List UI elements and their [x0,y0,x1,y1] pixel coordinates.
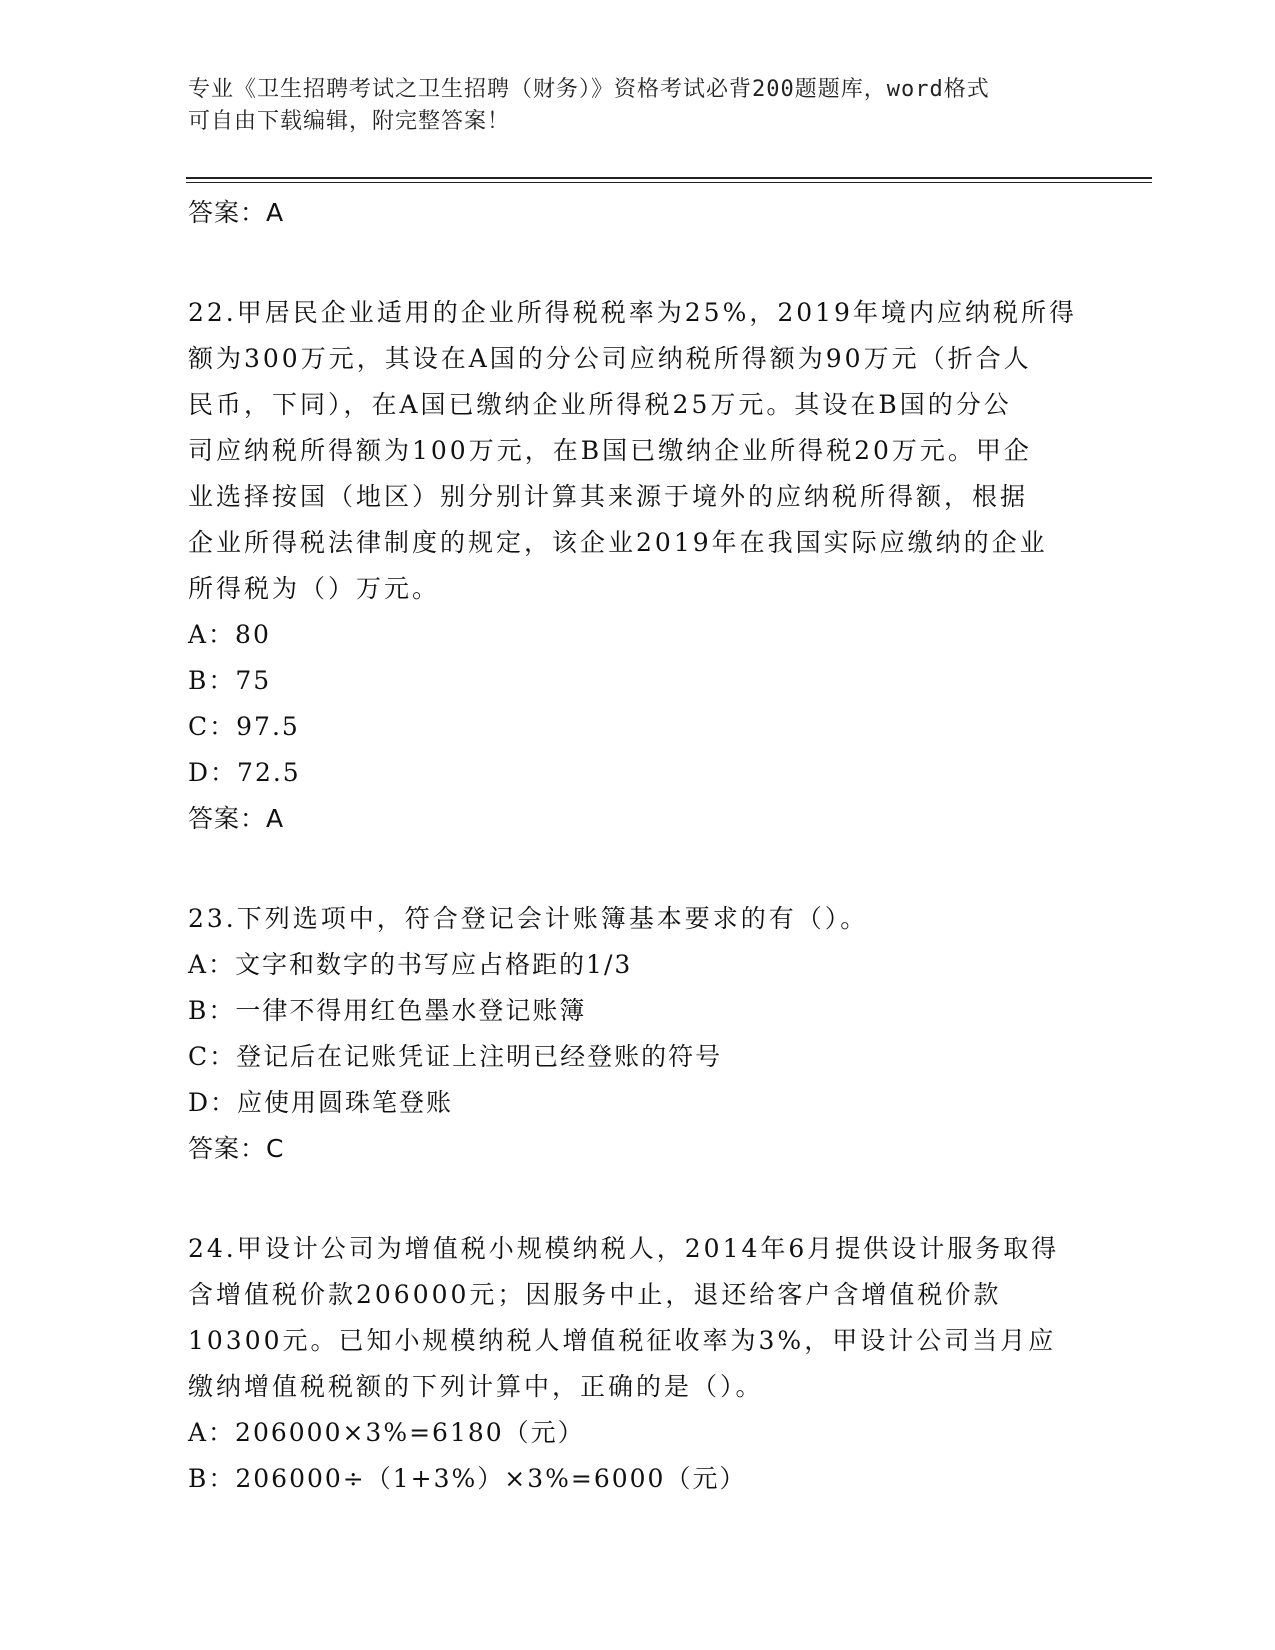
header-line-2: 可自由下载编辑，附完整答案！ [188,109,511,134]
answer: 答案：A [188,804,285,833]
question-text-line: 额为300万元，其设在A国的分公司应纳税所得额为90万元（折合人 [188,344,1032,373]
question-text-line: 24.甲设计公司为增值税小规模纳税人，2014年6月提供设计服务取得 [188,1234,1060,1263]
header-divider-thin [186,182,1152,183]
option-a: A：206000×3%=6180（元） [188,1418,585,1447]
question-text-line: 缴纳增值税税额的下列计算中，正确的是（）。 [188,1372,764,1401]
question-text-line: 所得税为（）万元。 [188,574,441,603]
option-d: D：应使用圆珠笔登账 [188,1088,454,1117]
option-b: B：75 [188,666,272,695]
question-text-line: 22.甲居民企业适用的企业所得税税率为25%，2019年境内应纳税所得 [188,298,1077,327]
question-22 [188,290,1088,842]
question-text-line: 23.下列选项中，符合登记会计账簿基本要求的有（）。 [188,904,869,933]
question-text-line: 10300元。已知小规模纳税人增值税征收率为3%，甲设计公司当月应 [188,1326,1057,1355]
page-header [188,74,1088,138]
question-text-line: 民币，下同），在A国已缴纳企业所得税25万元。其设在B国的分公 [188,390,1012,419]
question-text-line: 含增值税价款206000元；因服务中止，退还给客户含增值税价款 [188,1280,1002,1309]
question-text-line: 司应纳税所得额为100万元，在B国已缴纳企业所得税20万元。甲企 [188,436,1032,465]
question-text-line: 业选择按国（地区）别分别计算其来源于境外的应纳税所得额，根据 [188,482,1029,511]
question-23 [188,896,1088,1172]
answer: 答案：C [188,1134,285,1163]
document-body [188,190,1088,1502]
option-c: C：97.5 [188,712,300,741]
header-line-1: 专业《卫生招聘考试之卫生招聘（财务）》资格考试必背200题题库，word格式 [188,77,990,102]
option-d: D：72.5 [188,758,301,787]
previous-answer: 答案：A [188,198,285,227]
option-a: A：文字和数字的书写应占格距的1/3 [188,950,633,979]
header-divider-thick [186,177,1152,179]
question-24 [188,1226,1088,1502]
question-text-line: 企业所得税法律制度的规定，该企业2019年在我国实际应缴纳的企业 [188,528,1048,557]
option-b: B：一律不得用红色墨水登记账簿 [188,996,587,1025]
option-b: B：206000÷（1+3%）×3%=6000（元） [188,1464,747,1493]
option-c: C：登记后在记账凭证上注明已经登账的符号 [188,1042,723,1071]
option-a: A：80 [188,620,271,649]
